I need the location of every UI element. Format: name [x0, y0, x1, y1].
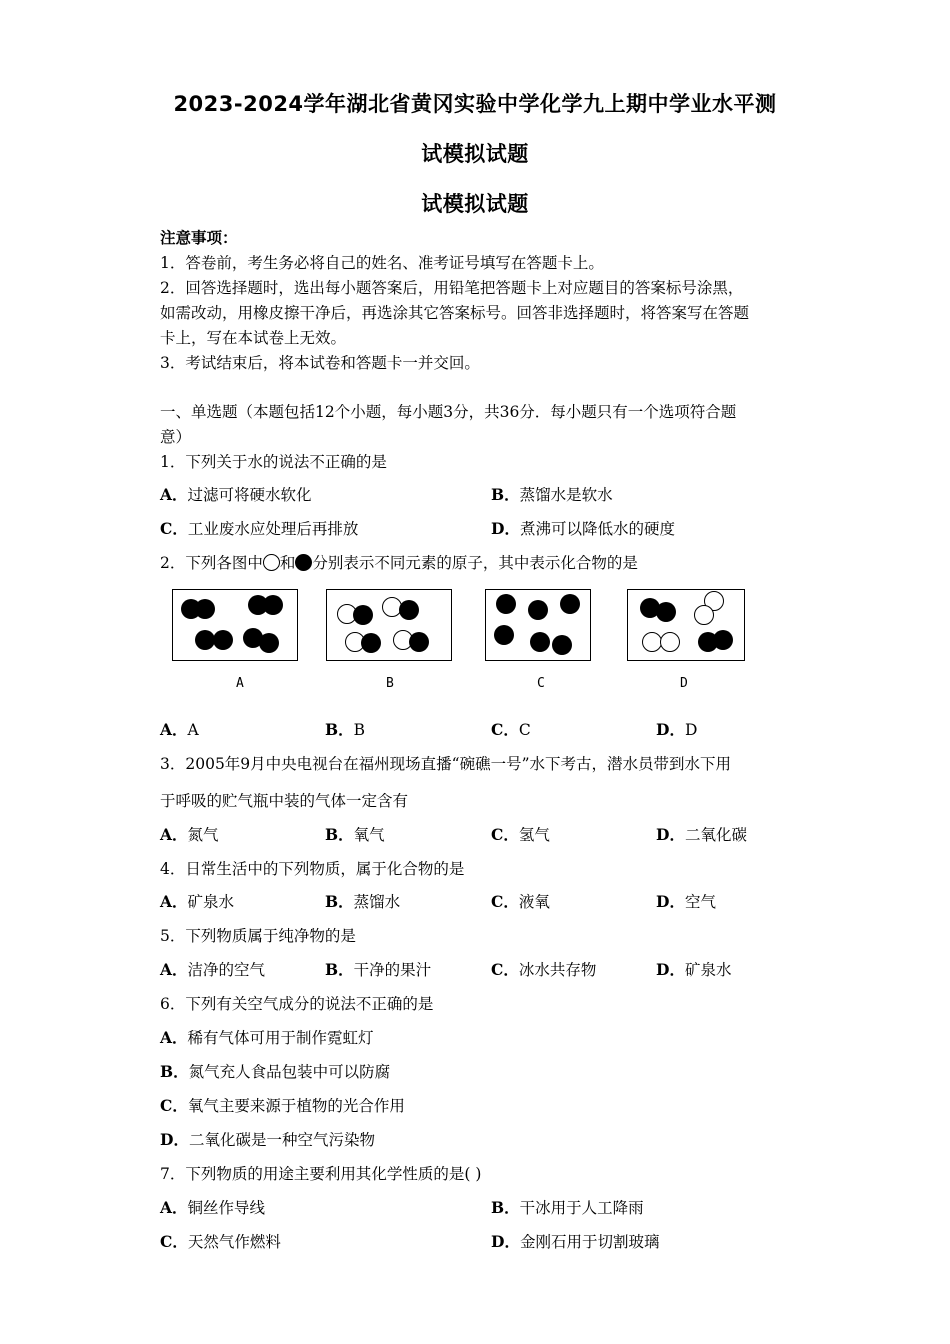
- black-atom-icon: [259, 633, 279, 653]
- q6-option-d: D．二氧化碳是一种空气污染物: [160, 1130, 375, 1149]
- white-atom-icon: [642, 632, 662, 652]
- q5-option-a: A．洁净的空气: [160, 960, 266, 979]
- figure-label-b: B: [386, 676, 394, 691]
- q2-option-d: D．D: [656, 720, 698, 739]
- q3-option-c: C．氢气: [491, 825, 550, 844]
- question-6-stem: 6．下列有关空气成分的说法不正确的是: [160, 995, 434, 1013]
- black-atom-icon: [353, 605, 373, 625]
- molecule-figure-d: [627, 589, 745, 661]
- black-atom-icon: [713, 630, 733, 650]
- notice-item: 如需改动，用橡皮擦干净后，再选涂其它答案标号。回答非选择题时，将答案写在答题: [160, 304, 750, 322]
- notice-item: 3．考试结束后，将本试卷和答题卡一并交回。: [160, 354, 480, 372]
- q2-option-b: B．B: [325, 720, 365, 739]
- molecule-figure-b: [326, 589, 452, 661]
- black-atom-icon: [656, 602, 676, 622]
- question-4-stem: 4．日常生活中的下列物质，属于化合物的是: [160, 860, 465, 878]
- q3-option-a: A．氮气: [160, 825, 219, 844]
- black-atom-icon: [195, 630, 215, 650]
- q1-option-c: C．工业废水应处理后再排放: [160, 519, 359, 538]
- q2-option-c: C．C: [491, 720, 531, 739]
- molecule-figure-c: [485, 589, 591, 661]
- notice-item: 卡上，写在本试卷上无效。: [160, 329, 347, 347]
- q7-option-b: B．干冰用于人工降雨: [491, 1198, 644, 1217]
- q5-option-b: B．干净的果汁: [325, 960, 432, 979]
- black-atom-icon: [361, 633, 381, 653]
- q6-option-a: A．稀有气体可用于制作霓虹灯: [160, 1028, 374, 1047]
- q5-option-c: C．冰水共存物: [491, 960, 597, 979]
- question-2-stem: 2．下列各图中 和 分别表示不同元素的原子，其中表示化合物的是: [160, 554, 638, 572]
- q1-option-b: B．蒸馏水是软水: [491, 485, 613, 504]
- q6-option-b: B．氮气充人食品包装中可以防腐: [160, 1062, 391, 1081]
- question-3-stem-cont: 于呼吸的贮气瓶中装的气体一定含有: [160, 792, 409, 810]
- black-atom-icon: [295, 554, 312, 571]
- q6-option-c: C．氧气主要来源于植物的光合作用: [160, 1096, 405, 1115]
- white-atom-icon: [263, 554, 280, 571]
- black-atom-icon: [195, 599, 215, 619]
- black-atom-icon: [494, 625, 514, 645]
- q4-option-d: D．空气: [656, 892, 716, 911]
- notice-item: 2．回答选择题时，选出每小题答案后，用铅笔把答题卡上对应题目的答案标号涂黑，: [160, 279, 744, 297]
- q2-option-a: A．A: [160, 720, 199, 739]
- title-line-2: 试模拟试题: [421, 142, 529, 166]
- figure-label-a: A: [236, 676, 244, 691]
- black-atom-icon: [560, 594, 580, 614]
- q4-option-c: C．液氧: [491, 892, 550, 911]
- q7-option-d: D．金刚石用于切割玻璃: [491, 1232, 660, 1251]
- black-atom-icon: [213, 630, 233, 650]
- black-atom-icon: [552, 635, 572, 655]
- q5-option-d: D．矿泉水: [656, 960, 732, 979]
- black-atom-icon: [496, 594, 516, 614]
- q4-option-a: A．矿泉水: [160, 892, 235, 911]
- figure-label-c: C: [537, 676, 545, 691]
- q1-option-d: D．煮沸可以降低水的硬度: [491, 519, 675, 538]
- figure-label-d: D: [680, 676, 688, 691]
- q3-option-b: B．氧气: [325, 825, 385, 844]
- black-atom-icon: [263, 595, 283, 615]
- title-line-1: 2023-2024学年湖北省黄冈实验中学化学九上期中学业水平测: [173, 92, 777, 116]
- q7-option-a: A．铜丝作导线: [160, 1198, 266, 1217]
- section-heading-cont: 意）: [160, 428, 192, 446]
- question-1-stem: 1．下列关于水的说法不正确的是: [160, 453, 387, 471]
- title-line-3: 试模拟试题: [421, 192, 529, 216]
- question-3-stem: 3．2005年9月中央电视台在福州现场直播“碗礁一号”水下考古，潜水员带到水下用: [160, 755, 732, 773]
- black-atom-icon: [528, 600, 548, 620]
- black-atom-icon: [399, 600, 419, 620]
- black-atom-icon: [409, 632, 429, 652]
- q7-option-c: C．天然气作燃料: [160, 1232, 281, 1251]
- black-atom-icon: [530, 632, 550, 652]
- notice-item: 1．答卷前，考生务必将自己的姓名、准考证号填写在答题卡上。: [160, 254, 604, 272]
- molecule-figure-a: [172, 589, 298, 661]
- q1-option-a: A．过滤可将硬水软化: [160, 485, 312, 504]
- q4-option-b: B．蒸馏水: [325, 892, 401, 911]
- notice-heading: 注意事项：: [160, 228, 238, 247]
- white-atom-icon: [660, 632, 680, 652]
- section-heading: 一、单选题（本题包括12个小题，每小题3分，共36分．每小题只有一个选项符合题: [160, 403, 737, 421]
- question-5-stem: 5．下列物质属于纯净物的是: [160, 927, 356, 945]
- question-7-stem: 7．下列物质的用途主要利用其化学性质的是( ): [160, 1165, 482, 1183]
- white-atom-icon: [694, 605, 714, 625]
- q3-option-d: D．二氧化碳: [656, 825, 747, 844]
